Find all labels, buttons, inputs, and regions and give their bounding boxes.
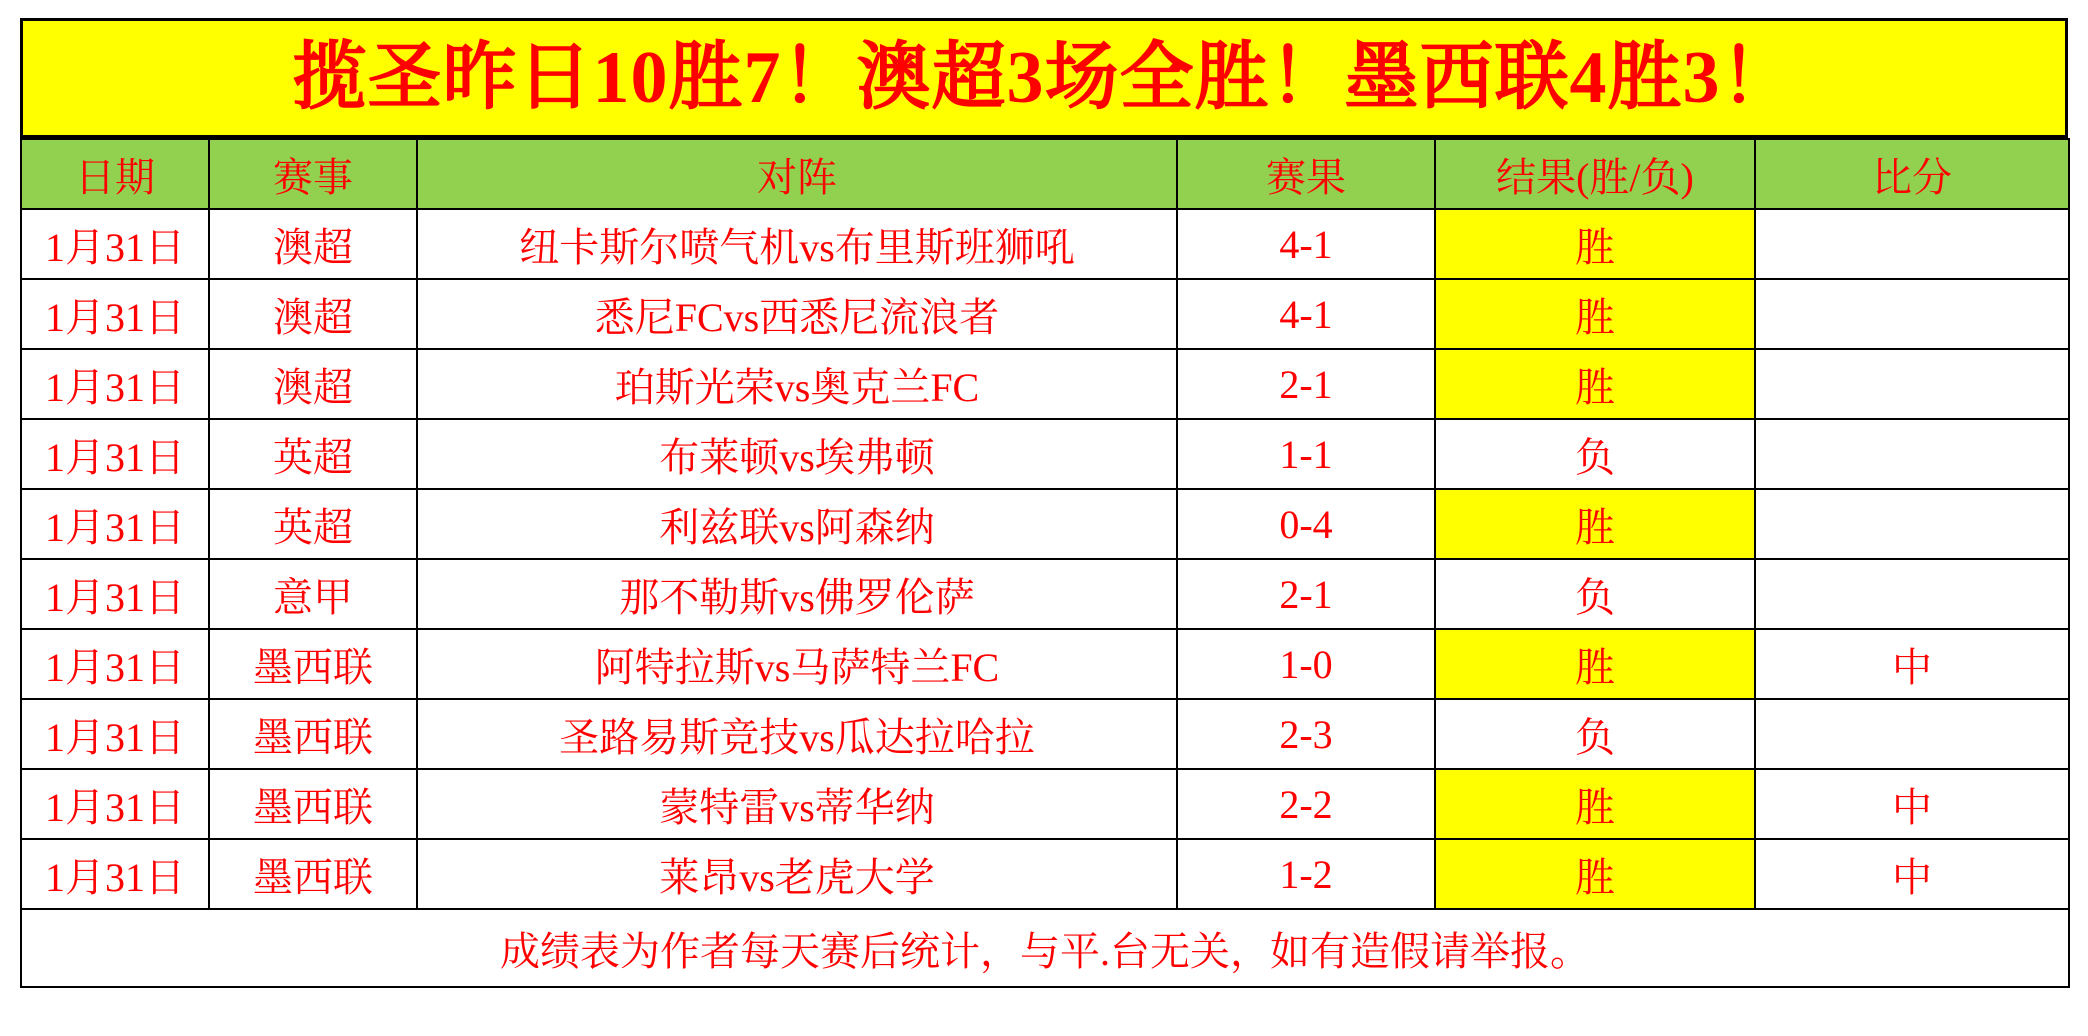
cell-match: 悉尼FCvs西悉尼流浪者 <box>417 279 1177 349</box>
cell-league: 英超 <box>209 489 417 559</box>
cell-result: 负 <box>1435 699 1755 769</box>
cell-date: 1月31日 <box>21 769 209 839</box>
cell-result: 负 <box>1435 419 1755 489</box>
cell-league: 澳超 <box>209 349 417 419</box>
cell-league: 墨西联 <box>209 699 417 769</box>
cell-score: 4-1 <box>1177 209 1435 279</box>
cell-bifen <box>1755 209 2069 279</box>
headline-banner <box>20 18 2068 138</box>
table-row <box>21 279 2069 349</box>
match-results-table <box>20 138 2070 988</box>
cell-match: 蒙特雷vs蒂华纳 <box>417 769 1177 839</box>
cell-result: 胜 <box>1435 209 1755 279</box>
cell-match: 纽卡斯尔喷气机vs布里斯班狮吼 <box>417 209 1177 279</box>
cell-date: 1月31日 <box>21 489 209 559</box>
cell-bifen <box>1755 279 2069 349</box>
headline-text: 揽圣昨日10胜7！澳超3场全胜！墨西联4胜3！ <box>292 37 1796 119</box>
cell-match: 利兹联vs阿森纳 <box>417 489 1177 559</box>
cell-date: 1月31日 <box>21 419 209 489</box>
cell-league: 英超 <box>209 419 417 489</box>
cell-result: 胜 <box>1435 279 1755 349</box>
cell-league: 澳超 <box>209 209 417 279</box>
table-row <box>21 699 2069 769</box>
cell-match: 圣路易斯竞技vs瓜达拉哈拉 <box>417 699 1177 769</box>
cell-league: 意甲 <box>209 559 417 629</box>
cell-date: 1月31日 <box>21 559 209 629</box>
cell-score: 2-1 <box>1177 349 1435 419</box>
cell-result: 胜 <box>1435 839 1755 909</box>
cell-bifen <box>1755 559 2069 629</box>
table-row <box>21 559 2069 629</box>
cell-score: 4-1 <box>1177 279 1435 349</box>
cell-date: 1月31日 <box>21 629 209 699</box>
table-row <box>21 349 2069 419</box>
cell-bifen: 中 <box>1755 629 2069 699</box>
cell-league: 澳超 <box>209 279 417 349</box>
column-header-score: 赛果 <box>1177 139 1435 209</box>
cell-date: 1月31日 <box>21 279 209 349</box>
cell-match: 莱昂vs老虎大学 <box>417 839 1177 909</box>
column-header-match: 对阵 <box>417 139 1177 209</box>
cell-score: 2-3 <box>1177 699 1435 769</box>
cell-result: 胜 <box>1435 349 1755 419</box>
cell-league: 墨西联 <box>209 769 417 839</box>
cell-league: 墨西联 <box>209 839 417 909</box>
cell-score: 0-4 <box>1177 489 1435 559</box>
cell-match: 布莱顿vs埃弗顿 <box>417 419 1177 489</box>
cell-date: 1月31日 <box>21 699 209 769</box>
cell-score: 1-2 <box>1177 839 1435 909</box>
cell-bifen <box>1755 699 2069 769</box>
column-header-date: 日期 <box>21 139 209 209</box>
table-row <box>21 629 2069 699</box>
cell-bifen: 中 <box>1755 839 2069 909</box>
table-row <box>21 209 2069 279</box>
cell-match: 那不勒斯vs佛罗伦萨 <box>417 559 1177 629</box>
footer-note: 成绩表为作者每天赛后统计，与平.台无关，如有造假请举报。 <box>21 909 2069 987</box>
cell-bifen: 中 <box>1755 769 2069 839</box>
cell-result: 负 <box>1435 559 1755 629</box>
cell-score: 1-1 <box>1177 419 1435 489</box>
column-header-league: 赛事 <box>209 139 417 209</box>
table-header <box>21 139 2069 209</box>
cell-match: 阿特拉斯vs马萨特兰FC <box>417 629 1177 699</box>
cell-score: 2-2 <box>1177 769 1435 839</box>
cell-match: 珀斯光荣vs奥克兰FC <box>417 349 1177 419</box>
column-header-result: 结果(胜/负) <box>1435 139 1755 209</box>
cell-result: 胜 <box>1435 489 1755 559</box>
cell-bifen <box>1755 349 2069 419</box>
table-row <box>21 839 2069 909</box>
cell-league: 墨西联 <box>209 629 417 699</box>
cell-date: 1月31日 <box>21 349 209 419</box>
cell-score: 2-1 <box>1177 559 1435 629</box>
table-footer-row <box>21 909 2069 987</box>
table-row <box>21 419 2069 489</box>
table-row <box>21 769 2069 839</box>
table-body <box>21 209 2069 987</box>
cell-result: 胜 <box>1435 629 1755 699</box>
cell-date: 1月31日 <box>21 839 209 909</box>
header-row <box>21 139 2069 209</box>
cell-score: 1-0 <box>1177 629 1435 699</box>
cell-result: 胜 <box>1435 769 1755 839</box>
cell-bifen <box>1755 419 2069 489</box>
table-row <box>21 489 2069 559</box>
column-header-bifen: 比分 <box>1755 139 2069 209</box>
cell-bifen <box>1755 489 2069 559</box>
cell-date: 1月31日 <box>21 209 209 279</box>
